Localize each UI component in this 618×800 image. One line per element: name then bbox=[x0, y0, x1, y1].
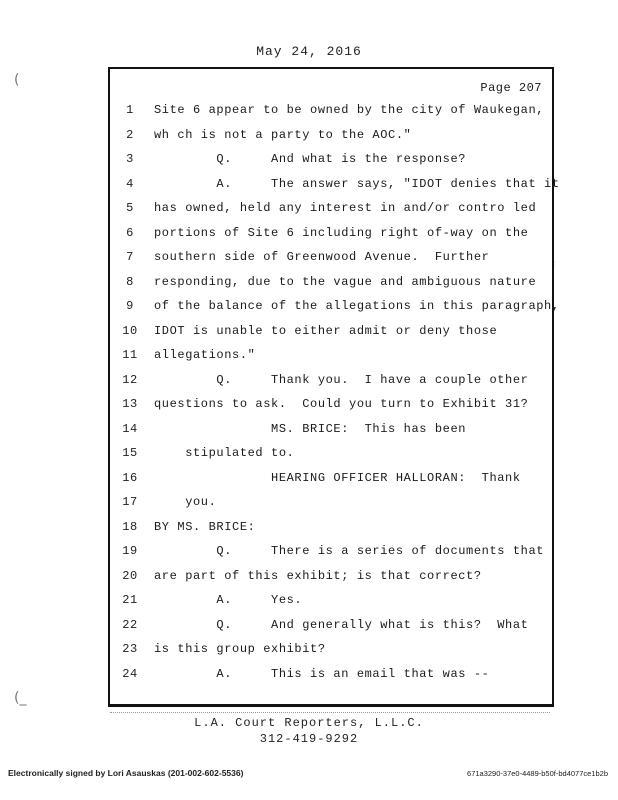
transcript-line bbox=[110, 152, 556, 172]
line-number: 14 bbox=[122, 421, 138, 436]
transcript-line bbox=[110, 348, 556, 368]
line-number: 2 bbox=[126, 127, 134, 142]
line-number: 7 bbox=[126, 250, 134, 264]
line-number: 11 bbox=[122, 348, 138, 362]
line-number: 12 bbox=[122, 372, 138, 387]
transcript-line bbox=[110, 471, 556, 491]
transcript-line bbox=[110, 618, 556, 638]
scan-mark-right: : bbox=[552, 258, 556, 269]
transcript-line bbox=[110, 373, 556, 393]
line-number: 20 bbox=[122, 568, 138, 583]
document-id: 671a3290-37e0-4489-b50f-bd4077ce1b2b bbox=[467, 769, 608, 778]
line-number: 3 bbox=[126, 152, 134, 166]
e-signature-text: Electronically signed by Lori Asauskas (201-002-602-5536) bbox=[8, 768, 244, 778]
line-text: wh ch is not a party to the AOC." bbox=[154, 127, 412, 142]
line-number: 1 bbox=[126, 103, 134, 117]
transcript-line bbox=[110, 397, 556, 417]
line-number: 4 bbox=[126, 176, 134, 191]
transcript-line bbox=[110, 324, 556, 344]
line-number: 16 bbox=[122, 470, 138, 485]
line-text: stipulated to. bbox=[154, 446, 295, 460]
line-number: 24 bbox=[122, 666, 138, 681]
footer-phone: 312-419-9292 bbox=[259, 732, 359, 746]
line-number: 23 bbox=[122, 642, 138, 656]
line-text: you. bbox=[154, 495, 217, 509]
line-text: portions of Site 6 including right of-way on the bbox=[154, 225, 529, 240]
line-text: IDOT is unable to either admit or deny those bbox=[154, 323, 498, 338]
transcript-line bbox=[110, 201, 556, 221]
transcript-line bbox=[110, 103, 556, 123]
transcript-line bbox=[110, 176, 560, 197]
transcript-line bbox=[110, 422, 556, 442]
line-number: 15 bbox=[122, 446, 138, 460]
line-text: MS. BRICE: This has been bbox=[154, 421, 467, 436]
line-number: 8 bbox=[126, 274, 134, 289]
line-text: Q. And what is the response? bbox=[154, 152, 467, 166]
transcript-line bbox=[110, 495, 556, 515]
transcript-line bbox=[110, 544, 556, 564]
line-text: allegations." bbox=[154, 348, 256, 362]
footer-company: L.A. Court Reporters, L.L.C. bbox=[194, 716, 424, 730]
transcript-line bbox=[110, 593, 556, 613]
transcript-line bbox=[110, 642, 556, 662]
scan-mark-bottom: (_ bbox=[14, 690, 27, 706]
line-number: 18 bbox=[122, 519, 138, 534]
transcript-line bbox=[110, 128, 556, 148]
line-text: responding, due to the vague and ambiguous nature bbox=[154, 274, 537, 289]
line-text: HEARING OFFICER HALLORAN: Thank bbox=[154, 470, 521, 485]
line-number: 6 bbox=[126, 225, 134, 240]
line-text: BY MS. BRICE: bbox=[154, 519, 256, 534]
line-number: 9 bbox=[126, 299, 134, 313]
transcript-page bbox=[108, 67, 560, 707]
line-number: 19 bbox=[122, 544, 138, 558]
page-edge-line bbox=[110, 712, 550, 713]
page-number: Page 207 bbox=[480, 81, 542, 95]
scan-mark-top: ( bbox=[14, 72, 20, 88]
transcript-line bbox=[110, 569, 556, 589]
line-number: 21 bbox=[122, 593, 138, 607]
line-number: 22 bbox=[122, 617, 138, 632]
line-text: A. Yes. bbox=[154, 593, 303, 607]
line-text: Q. Thank you. I have a couple other bbox=[154, 372, 529, 387]
line-number: 10 bbox=[122, 323, 138, 338]
line-text: southern side of Greenwood Avenue. Further bbox=[154, 250, 490, 264]
line-text: A. The answer says, "IDOT denies that it bbox=[154, 176, 560, 191]
line-text: Q. And generally what is this? What bbox=[154, 617, 529, 632]
line-text: Site 6 appear to be owned by the city of Waukegan, bbox=[154, 103, 545, 117]
line-number: 13 bbox=[122, 397, 138, 411]
line-text: is this group exhibit? bbox=[154, 642, 326, 656]
transcript-line bbox=[110, 250, 556, 270]
line-number: 5 bbox=[126, 201, 134, 215]
line-text: are part of this exhibit; is that correct? bbox=[154, 568, 482, 583]
transcript-line bbox=[110, 446, 556, 466]
transcript-line bbox=[110, 667, 556, 687]
line-number: 17 bbox=[122, 495, 138, 509]
transcript-line bbox=[110, 520, 556, 540]
line-text: of the balance of the allegations in this paragraph, bbox=[154, 299, 560, 313]
line-text: Q. There is a series of documents that bbox=[154, 544, 545, 558]
transcript-line bbox=[110, 299, 560, 319]
transcript-line bbox=[110, 275, 556, 295]
transcript-date: May 24, 2016 bbox=[256, 44, 362, 59]
line-text: questions to ask. Could you turn to Exhibit 31? bbox=[154, 397, 529, 411]
line-text: A. This is an email that was -- bbox=[154, 666, 490, 681]
line-text: has owned, held any interest in and/or contro led bbox=[154, 201, 537, 215]
transcript-line bbox=[110, 226, 556, 246]
